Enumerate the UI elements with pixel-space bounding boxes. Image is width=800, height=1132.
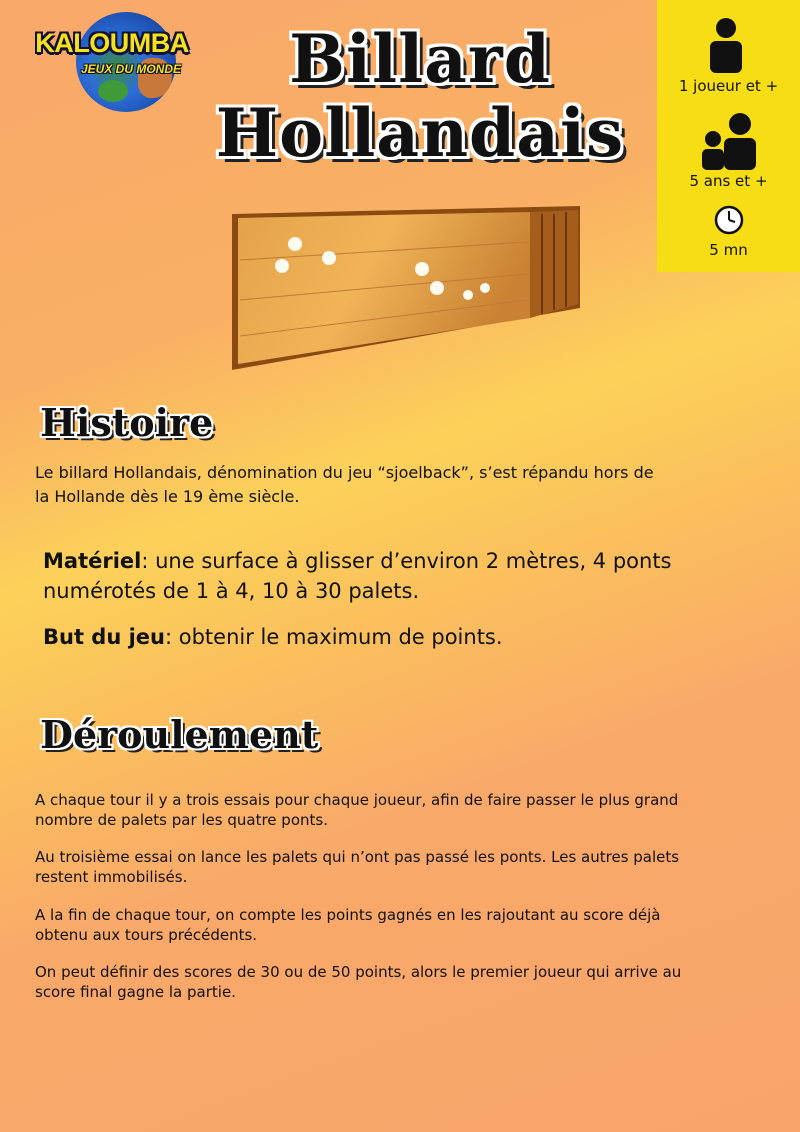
histoire-line: Le billard Hollandais, dénomination du jeu “sjoelback”, s’est répandu hors de <box>35 463 654 482</box>
histoire-heading: Histoire <box>40 400 214 445</box>
kaloumba-logo <box>26 10 198 110</box>
age-min: 5 ans et + <box>689 172 768 190</box>
but-text: : obtenir le maximum de points. <box>165 625 503 649</box>
paragraph-line: restent immobilisés. <box>35 868 188 886</box>
deroulement-heading: Déroulement <box>40 712 319 757</box>
logo-subtitle: JEUX DU MONDE <box>80 62 181 76</box>
but-paragraph <box>43 622 783 652</box>
title-line-1: Billard <box>289 20 551 98</box>
single-player-icon <box>708 18 744 73</box>
deroulement-paragraph-2 <box>35 847 775 887</box>
page-title <box>190 22 650 170</box>
materiel-paragraph <box>43 546 783 606</box>
paragraph-line: Au troisième essai on lance les palets qui n’ont pas passé les ponts. Les autres palets <box>35 848 680 866</box>
players-group-icon <box>700 112 756 170</box>
paragraph-line: score final gagne la partie. <box>35 983 236 1001</box>
paragraph-line: On peut définir des scores de 30 ou de 50 points, alors le premier joueur qui arrive au <box>35 963 682 981</box>
paragraph-line: A chaque tour il y a trois essais pour chaque joueur, afin de faire passer le plus grand <box>35 791 679 809</box>
deroulement-paragraph-4 <box>35 962 775 1002</box>
materiel-label: Matériel <box>43 549 142 573</box>
logo-title: KALOUMBA <box>35 28 189 58</box>
histoire-line: la Hollande dès le 19 ème siècle. <box>35 487 300 506</box>
deroulement-paragraph-3 <box>35 905 775 945</box>
title-line-2: Hollandais <box>215 94 625 172</box>
paragraph-line: nombre de palets par les quatre ponts. <box>35 811 328 829</box>
materiel-text-line2: numérotés de 1 à 4, 10 à 30 palets. <box>43 579 420 603</box>
paragraph-line: obtenu aux tours précédents. <box>35 926 258 944</box>
deroulement-paragraph-1 <box>35 790 775 830</box>
but-label: But du jeu <box>43 625 165 649</box>
histoire-paragraph <box>35 461 775 509</box>
paragraph-line: A la fin de chaque tour, on compte les points gagnés en les rajoutant au score déjà <box>35 906 661 924</box>
sjoelbak-board-image <box>230 200 580 376</box>
players-count: 1 joueur et + <box>678 77 779 95</box>
clock-icon <box>714 205 744 235</box>
island-shape <box>98 80 128 102</box>
game-duration: 5 mn <box>709 241 748 259</box>
materiel-text: : une surface à glisser d’environ 2 mètres, 4 ponts <box>141 549 672 573</box>
